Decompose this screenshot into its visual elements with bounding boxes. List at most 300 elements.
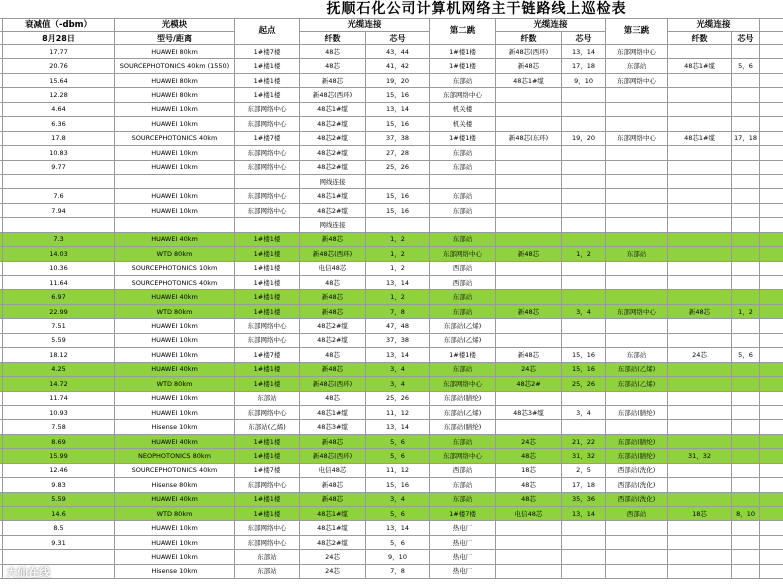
- cell-module: [115, 218, 235, 232]
- table-row: [0, 564, 783, 578]
- header-fibers-3: 纤数: [668, 32, 732, 45]
- cell-fibers-3: [668, 160, 732, 174]
- cell-fibers-1: 24芯: [300, 550, 366, 564]
- cell-cores-3: [732, 73, 760, 87]
- cell-cores-1: [366, 218, 430, 232]
- cell-module: WTD 80km: [115, 304, 235, 318]
- cell-cores-3: [732, 45, 760, 59]
- cell-start: 1#楼7楼: [235, 45, 300, 59]
- header-date: 8月28日: [3, 32, 115, 45]
- cell-hop-2: 东部站: [430, 362, 496, 376]
- cell-cores-3: 17，18: [732, 131, 760, 145]
- cell-fibers-1: 48芯2#缆: [300, 535, 366, 549]
- table-row: [0, 261, 783, 275]
- cell-module: HUAWEI 10km: [115, 117, 235, 131]
- table-row: [0, 420, 783, 434]
- header-row-1: [0, 19, 783, 32]
- cell-extra: [760, 261, 783, 275]
- cell-fibers-1: 48芯2#缆: [300, 146, 366, 160]
- cell-fibers-1: 新48芯: [300, 232, 366, 246]
- cell-fibers-3: [668, 102, 732, 116]
- cell-module: SOURCEPHOTONICS 40km: [115, 276, 235, 290]
- header-module: 光模块: [115, 19, 235, 32]
- cell-cores-1: 43，44: [366, 45, 430, 59]
- cell-extra: [760, 377, 783, 391]
- cell-fibers-2: [496, 88, 562, 102]
- cell-fibers-3: [668, 261, 732, 275]
- cell-attenuation: 5.59: [3, 333, 115, 347]
- table-row: [0, 377, 783, 391]
- cell-cores-2: 31，32: [562, 449, 606, 463]
- cell-cores-3: [732, 102, 760, 116]
- cell-fibers-2: [496, 391, 562, 405]
- cell-hop-3: [606, 276, 668, 290]
- cell-module: HUAWEI 10km: [115, 333, 235, 347]
- cell-hop-3: 东部站(乙烯): [606, 377, 668, 391]
- cell-start: 1#楼1楼: [235, 276, 300, 290]
- cell-cores-1: 11，12: [366, 463, 430, 477]
- cell-cores-1: 15，16: [366, 478, 430, 492]
- cell-module: SOURCEPHOTONICS 40km: [115, 131, 235, 145]
- cell-hop-2: 热电厂: [430, 535, 496, 549]
- cell-start: 1#楼1楼: [235, 290, 300, 304]
- cell-attenuation: 8.69: [3, 434, 115, 448]
- cell-fibers-2: [496, 102, 562, 116]
- cell-cores-3: 5，6: [732, 348, 760, 362]
- cell-attenuation: 14.72: [3, 377, 115, 391]
- cell-hop-3: 东部站: [606, 247, 668, 261]
- cell-hop-3: 西部站: [606, 507, 668, 521]
- cell-cores-2: [562, 102, 606, 116]
- cell-fibers-3: [668, 232, 732, 246]
- cell-cores-1: 15，16: [366, 189, 430, 203]
- cell-hop-3: [606, 88, 668, 102]
- cell-fibers-3: [668, 174, 732, 188]
- cell-cores-3: [732, 564, 760, 578]
- cell-fibers-1: 48芯1#缆: [300, 507, 366, 521]
- cell-cores-1: 7，8: [366, 304, 430, 318]
- cell-start: 东部网络中心: [235, 203, 300, 217]
- cell-fibers-1: 新48芯: [300, 478, 366, 492]
- table-row: [0, 449, 783, 463]
- cell-attenuation: [3, 550, 115, 564]
- cell-cores-1: 13，14: [366, 348, 430, 362]
- cell-start: 东部站: [235, 550, 300, 564]
- cell-hop-3: 东部网络中心: [606, 304, 668, 318]
- cell-extra: [760, 131, 783, 145]
- cell-cores-2: [562, 117, 606, 131]
- table-row: [0, 434, 783, 448]
- cell-extra: [760, 521, 783, 535]
- cell-fibers-2: [496, 276, 562, 290]
- cell-fibers-3: 31，32: [668, 449, 732, 463]
- cell-start: 1#楼1楼: [235, 73, 300, 87]
- cell-hop-2: 1#楼1楼: [430, 59, 496, 73]
- cell-hop-3: [606, 189, 668, 203]
- cell-cores-3: [732, 521, 760, 535]
- table-row: [0, 319, 783, 333]
- cell-fibers-3: [668, 189, 732, 203]
- cell-fibers-3: [668, 463, 732, 477]
- cell-hop-3: [606, 319, 668, 333]
- cell-start: 1#楼7楼: [235, 131, 300, 145]
- cell-attenuation: 9.77: [3, 160, 115, 174]
- cell-cores-1: 1，2: [366, 290, 430, 304]
- cell-extra: [760, 117, 783, 131]
- cell-hop-2: 东部站(腈纶): [430, 391, 496, 405]
- cell-cores-2: 25，26: [562, 377, 606, 391]
- cell-extra: [760, 362, 783, 376]
- cell-fibers-2: 48芯: [496, 492, 562, 506]
- cell-cores-3: [732, 362, 760, 376]
- cell-attenuation: 4.25: [3, 362, 115, 376]
- cell-cores-1: 13，14: [366, 420, 430, 434]
- cell-extra: [760, 507, 783, 521]
- cell-hop-3: [606, 420, 668, 434]
- cell-extra: [760, 550, 783, 564]
- cell-start: 东部网络中心: [235, 333, 300, 347]
- cell-cores-2: [562, 203, 606, 217]
- cell-hop-2: 热电厂: [430, 550, 496, 564]
- cell-attenuation: 14.03: [3, 247, 115, 261]
- table-row: [0, 160, 783, 174]
- cell-module: WTD 80km: [115, 377, 235, 391]
- cell-cores-3: [732, 319, 760, 333]
- cell-fibers-2: [496, 535, 562, 549]
- cell-attenuation: 6.97: [3, 290, 115, 304]
- cell-attenuation: 12.28: [3, 88, 115, 102]
- cell-cores-3: [732, 377, 760, 391]
- cell-attenuation: 17.8: [3, 131, 115, 145]
- cell-module: HUAWEI 10km: [115, 146, 235, 160]
- cell-extra: [760, 59, 783, 73]
- cell-hop-2: 东部站(乙烯): [430, 405, 496, 419]
- cell-hop-2: 东部站(乙烯): [430, 333, 496, 347]
- cell-start: 1#楼1楼: [235, 59, 300, 73]
- cell-start: 1#楼1楼: [235, 261, 300, 275]
- cell-hop-3: [606, 232, 668, 246]
- cell-hop-2: 东部站: [430, 492, 496, 506]
- cell-fibers-3: [668, 218, 732, 232]
- header-cell: [760, 32, 783, 45]
- header-cable-2: 光缆连接: [496, 19, 606, 32]
- cell-fibers-3: [668, 492, 732, 506]
- header-cores-2: 芯号: [562, 32, 606, 45]
- table-row: [0, 174, 783, 188]
- cell-fibers-2: [496, 550, 562, 564]
- cell-fibers-2: 新48芯: [496, 348, 562, 362]
- cell-attenuation: 12.46: [3, 463, 115, 477]
- table-row: [0, 102, 783, 116]
- cell-start: 东部网络中心: [235, 146, 300, 160]
- cell-module: HUAWEI 10km: [115, 391, 235, 405]
- cell-cores-2: [562, 160, 606, 174]
- cell-fibers-3: [668, 276, 732, 290]
- cell-module: HUAWEI 10km: [115, 535, 235, 549]
- cell-module: HUAWEI 10km: [115, 550, 235, 564]
- cell-hop-2: 东部站: [430, 478, 496, 492]
- cell-fibers-1: 新48芯(西环): [300, 88, 366, 102]
- cell-fibers-2: [496, 261, 562, 275]
- cell-cores-1: 15，16: [366, 88, 430, 102]
- cell-cores-3: 1，2: [732, 304, 760, 318]
- cell-extra: [760, 478, 783, 492]
- cell-fibers-1: 48芯2#缆: [300, 333, 366, 347]
- cell-extra: [760, 405, 783, 419]
- cell-fibers-1: 48芯2#缆: [300, 160, 366, 174]
- cell-start: 1#楼1楼: [235, 434, 300, 448]
- cell-cores-2: 13，14: [562, 45, 606, 59]
- cell-attenuation: [3, 218, 115, 232]
- table-row: [0, 290, 783, 304]
- cell-hop-2: 东部站: [430, 189, 496, 203]
- cell-fibers-3: [668, 377, 732, 391]
- cell-attenuation: 6.36: [3, 117, 115, 131]
- cell-cores-2: [562, 550, 606, 564]
- cell-fibers-2: 新48芯(西环): [496, 45, 562, 59]
- cell-hop-3: 东部站: [606, 348, 668, 362]
- cell-cores-3: [732, 449, 760, 463]
- cell-cores-1: 15，16: [366, 203, 430, 217]
- cell-module: WTD 80km: [115, 507, 235, 521]
- cell-fibers-3: [668, 290, 732, 304]
- cell-fibers-1: 网线连接: [300, 174, 366, 188]
- cell-fibers-1: 48芯: [300, 348, 366, 362]
- cell-cores-2: 35，36: [562, 492, 606, 506]
- cell-start: 1#楼1楼: [235, 377, 300, 391]
- cell-extra: [760, 203, 783, 217]
- cell-hop-2: 1#楼7楼: [430, 507, 496, 521]
- cell-hop-2: 东部站(乙烯): [430, 319, 496, 333]
- cell-start: 东部站: [235, 564, 300, 578]
- cell-fibers-3: 48芯1#缆: [668, 131, 732, 145]
- cell-fibers-2: [496, 203, 562, 217]
- cell-start: 1#楼7楼: [235, 348, 300, 362]
- cell-cores-3: [732, 276, 760, 290]
- cell-hop-3: [606, 564, 668, 578]
- cell-start: [235, 174, 300, 188]
- cell-cores-2: [562, 535, 606, 549]
- cell-cores-2: [562, 333, 606, 347]
- cell-module: Hisense 80km: [115, 478, 235, 492]
- cell-fibers-2: 48芯1#缆: [496, 73, 562, 87]
- table-row: [0, 276, 783, 290]
- cell-fibers-2: [496, 521, 562, 535]
- cell-fibers-3: [668, 362, 732, 376]
- cell-cores-2: [562, 521, 606, 535]
- cell-cores-1: 1，2: [366, 232, 430, 246]
- cell-hop-3: 东部站: [606, 59, 668, 73]
- cell-hop-2: 西部站: [430, 261, 496, 275]
- cell-fibers-3: [668, 73, 732, 87]
- cell-fibers-3: [668, 391, 732, 405]
- cell-hop-2: 东部站: [430, 203, 496, 217]
- cell-extra: [760, 333, 783, 347]
- cell-fibers-2: [496, 564, 562, 578]
- header-fibers-2: 纤数: [496, 32, 562, 45]
- cell-cores-1: 5，6: [366, 434, 430, 448]
- cell-fibers-1: 新48芯: [300, 73, 366, 87]
- header-model: 型号/距离: [115, 32, 235, 45]
- cell-fibers-3: [668, 203, 732, 217]
- cell-start: 东部网络中心: [235, 319, 300, 333]
- cell-module: HUAWEI 80km: [115, 88, 235, 102]
- cell-fibers-3: [668, 405, 732, 419]
- cell-attenuation: [3, 174, 115, 188]
- cell-cores-1: 25，26: [366, 160, 430, 174]
- cell-attenuation: 17.77: [3, 45, 115, 59]
- cell-cores-3: 5，6: [732, 59, 760, 73]
- cell-cores-2: 21，22: [562, 434, 606, 448]
- cell-fibers-2: 新48芯: [496, 247, 562, 261]
- header-hop-2: 第二跳: [430, 19, 496, 45]
- cell-hop-3: [606, 102, 668, 116]
- cell-cores-1: 19，20: [366, 73, 430, 87]
- cell-fibers-1: 电信48芯: [300, 463, 366, 477]
- table-row: [0, 463, 783, 477]
- cell-fibers-2: 新48芯: [496, 304, 562, 318]
- table-row: [0, 521, 783, 535]
- cell-cores-2: 19，20: [562, 131, 606, 145]
- cell-fibers-1: 新48芯: [300, 362, 366, 376]
- cell-fibers-3: [668, 333, 732, 347]
- cell-extra: [760, 102, 783, 116]
- table-row: [0, 203, 783, 217]
- cell-fibers-1: 48芯1#缆: [300, 521, 366, 535]
- cell-hop-3: [606, 550, 668, 564]
- cell-cores-3: [732, 434, 760, 448]
- cell-hop-2: 东部站: [430, 232, 496, 246]
- inspection-table: [0, 18, 783, 579]
- cell-module: HUAWEI 10km: [115, 405, 235, 419]
- table-row: [0, 405, 783, 419]
- cell-hop-2: 机关楼: [430, 102, 496, 116]
- cell-attenuation: 18.12: [3, 348, 115, 362]
- cell-fibers-2: [496, 189, 562, 203]
- cell-hop-2: 机关楼: [430, 117, 496, 131]
- cell-hop-2: 西部站: [430, 276, 496, 290]
- cell-cores-2: [562, 420, 606, 434]
- table-row: [0, 391, 783, 405]
- cell-start: 东部网络中心: [235, 521, 300, 535]
- cell-extra: [760, 449, 783, 463]
- cell-attenuation: 4.64: [3, 102, 115, 116]
- cell-fibers-3: [668, 45, 732, 59]
- table-row: [0, 117, 783, 131]
- cell-fibers-1: 48芯: [300, 59, 366, 73]
- cell-cores-2: 2，5: [562, 463, 606, 477]
- cell-start: 东部网络中心: [235, 535, 300, 549]
- cell-hop-3: 东部站(乙烯): [606, 362, 668, 376]
- cell-start: 1#楼1楼: [235, 449, 300, 463]
- cell-extra: [760, 218, 783, 232]
- cell-hop-3: 东部网络中心: [606, 131, 668, 145]
- cell-fibers-3: 24芯: [668, 348, 732, 362]
- cell-cores-1: 13，14: [366, 521, 430, 535]
- cell-start: 东部站: [235, 391, 300, 405]
- cell-module: HUAWEI 10km: [115, 319, 235, 333]
- cell-attenuation: 22.99: [3, 304, 115, 318]
- cell-module: HUAWEI 40km: [115, 362, 235, 376]
- cell-hop-3: [606, 290, 668, 304]
- cell-start: 东部网络中心: [235, 405, 300, 419]
- cell-module: HUAWEI 10km: [115, 189, 235, 203]
- cell-hop-2: 热电厂: [430, 521, 496, 535]
- cell-cores-2: 15，16: [562, 362, 606, 376]
- cell-cores-3: [732, 333, 760, 347]
- cell-cores-3: [732, 261, 760, 275]
- cell-extra: [760, 247, 783, 261]
- cell-hop-2: 东部站: [430, 146, 496, 160]
- cell-cores-1: 3，4: [366, 377, 430, 391]
- cell-start: 1#楼1楼: [235, 507, 300, 521]
- cell-module: HUAWEI 40km: [115, 434, 235, 448]
- cell-fibers-2: [496, 319, 562, 333]
- cell-hop-2: 东部站(腈纶): [430, 420, 496, 434]
- cell-module: NEOPHOTONICS 80km: [115, 449, 235, 463]
- cell-cores-1: 47，48: [366, 319, 430, 333]
- cell-extra: [760, 420, 783, 434]
- cell-cores-3: [732, 232, 760, 246]
- cell-fibers-1: 48芯2#缆: [300, 203, 366, 217]
- cell-fibers-2: 新48芯(东环): [496, 131, 562, 145]
- cell-extra: [760, 276, 783, 290]
- cell-fibers-3: [668, 521, 732, 535]
- cell-fibers-2: [496, 232, 562, 246]
- cell-cores-3: [732, 146, 760, 160]
- cell-cores-1: 9，10: [366, 550, 430, 564]
- cell-hop-2: 东部网络中心: [430, 377, 496, 391]
- cell-fibers-3: [668, 478, 732, 492]
- cell-extra: [760, 492, 783, 506]
- cell-start: 1#楼1楼: [235, 304, 300, 318]
- cell-module: HUAWEI 40km: [115, 492, 235, 506]
- cell-cores-3: [732, 550, 760, 564]
- header-attenuation: 衰减值（-dbm）: [3, 19, 115, 32]
- cell-cores-1: 7，8: [366, 564, 430, 578]
- cell-cores-3: [732, 290, 760, 304]
- cell-cores-2: [562, 88, 606, 102]
- cell-fibers-2: 48芯: [496, 478, 562, 492]
- cell-fibers-1: 48芯2#缆: [300, 117, 366, 131]
- cell-hop-2: 东部网络中心: [430, 247, 496, 261]
- header-cores-3: 芯号: [732, 32, 760, 45]
- cell-start: 东部网络中心: [235, 117, 300, 131]
- cell-hop-3: [606, 160, 668, 174]
- header-cable-1: 光缆连接: [300, 19, 430, 32]
- cell-cores-3: [732, 247, 760, 261]
- cell-cores-3: [732, 463, 760, 477]
- table-row: [0, 247, 783, 261]
- cell-fibers-3: [668, 319, 732, 333]
- cell-attenuation: 11.64: [3, 276, 115, 290]
- cell-hop-3: [606, 391, 668, 405]
- table-row: [0, 348, 783, 362]
- cell-cores-2: [562, 391, 606, 405]
- cell-cores-2: [562, 290, 606, 304]
- cell-fibers-2: [496, 333, 562, 347]
- table-row: [0, 507, 783, 521]
- cell-start: 1#楼1楼: [235, 232, 300, 246]
- table-row: [0, 146, 783, 160]
- cell-hop-3: [606, 174, 668, 188]
- cell-fibers-1: 新48芯: [300, 434, 366, 448]
- cell-cores-2: [562, 146, 606, 160]
- cell-cores-1: 3，4: [366, 492, 430, 506]
- cell-hop-2: [430, 174, 496, 188]
- cell-hop-3: [606, 203, 668, 217]
- cell-extra: [760, 434, 783, 448]
